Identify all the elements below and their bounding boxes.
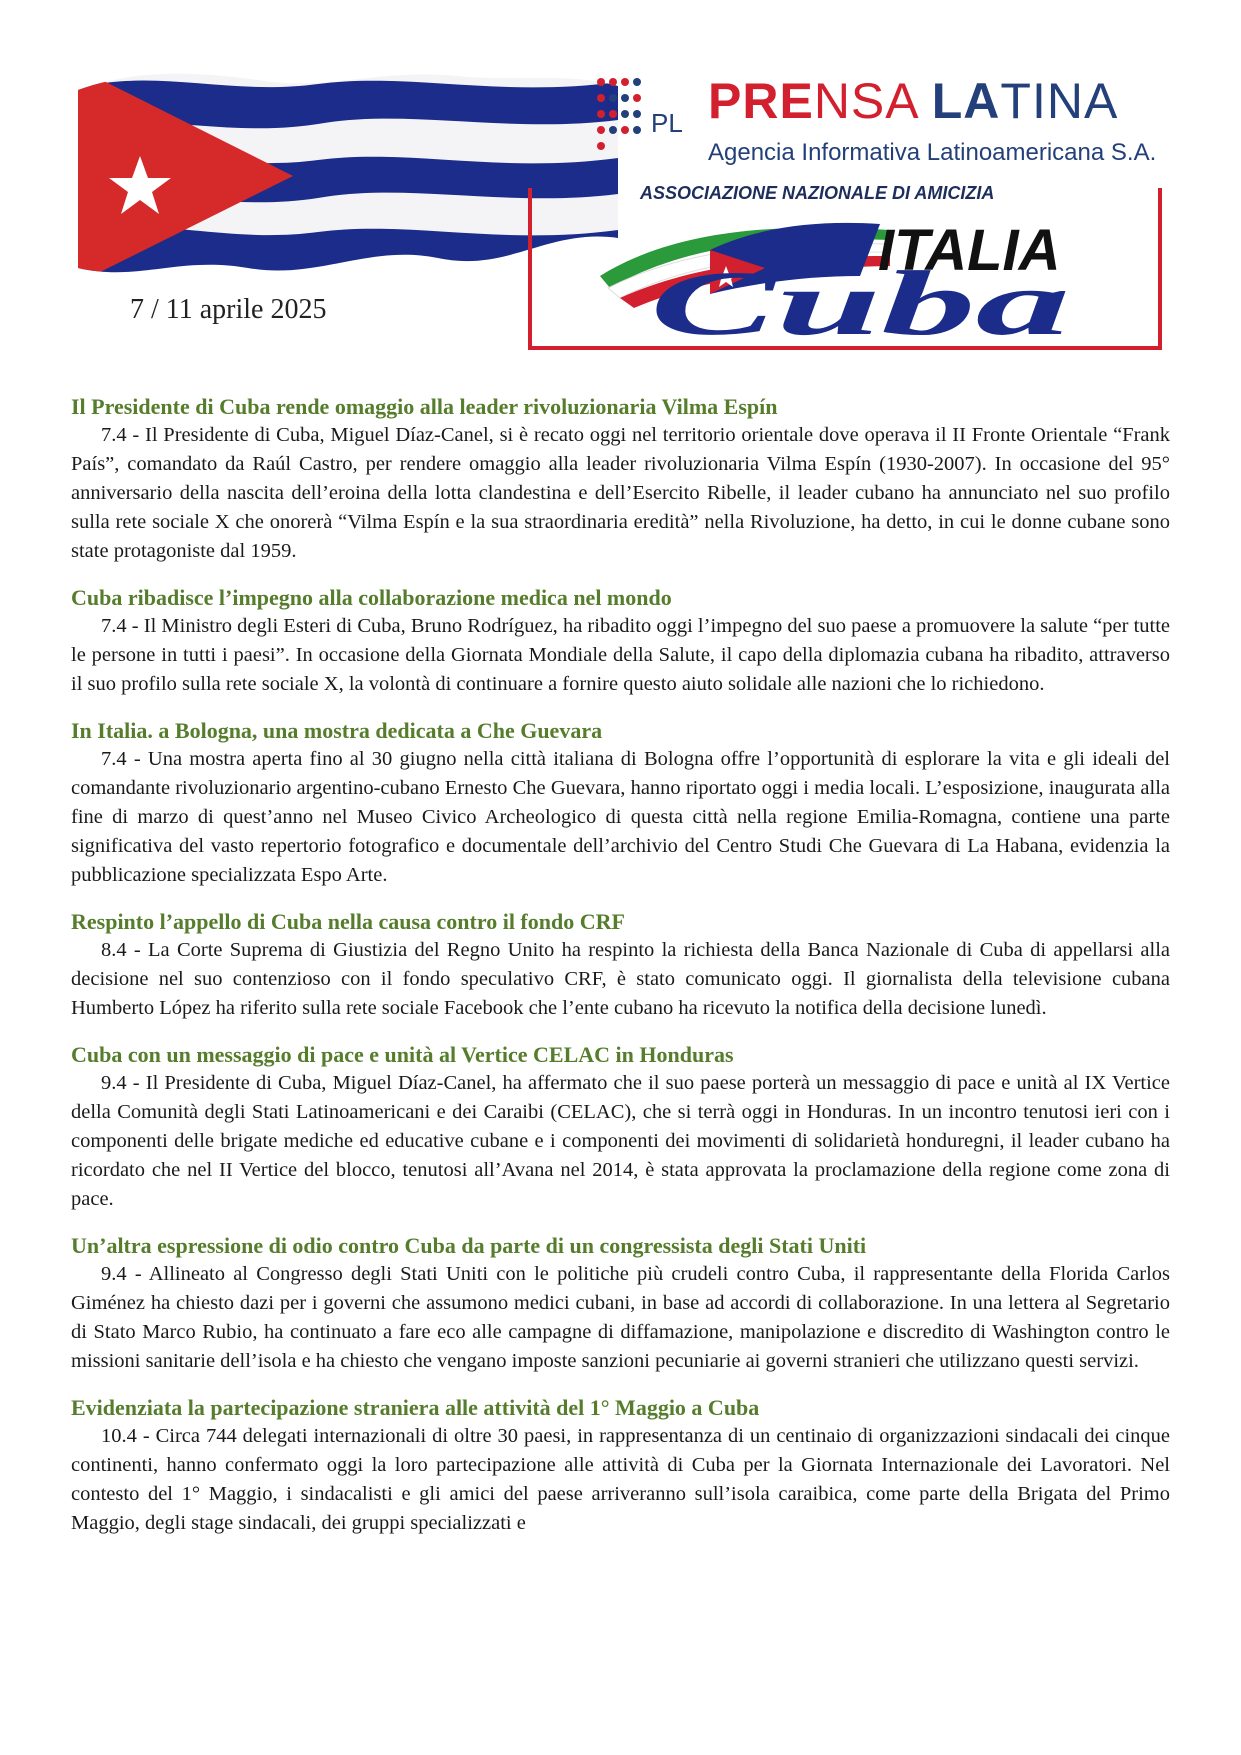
prensa-latina-dot-logo <box>595 76 705 156</box>
association-name: ASSOCIAZIONE NAZIONALE DI AMICIZIA <box>632 183 1002 204</box>
title-part-nsa: NSA <box>813 73 932 129</box>
news-article <box>71 1041 1170 1214</box>
cuba-word: Cuba <box>650 252 1070 346</box>
article-body: 9.4 - Allineato al Congresso degli Stati Uniti con le politiche più crudeli contro Cuba, il rappresentante della Florida Carlos Giménez ha chiesto dazi per i governi che assumono medici cubani, in base ad accordi di collaborazione. In una lettera al Segretario di Stato Marco Rubio, ha continuato a fare eco alle campagne di diffamazione, manipolazione e discredito di Washington contro le missioni sanitarie dell’isola e ha chiesto che vengano imposte sanzioni pecuniarie ai governi stranieri che utilizzano questi servizi. <box>71 1263 1170 1372</box>
news-article <box>71 584 1170 699</box>
issue-date: 7 / 11 aprile 2025 <box>130 294 327 325</box>
article-body: 9.4 - Il Presidente di Cuba, Miguel Díaz-Canel, ha affermato che il suo paese porterà un messaggio di pace e unità al IX Vertice della Comunità degli Stati Latinoamericani e dei Caraibi (CELAC), che si terrà oggi in Honduras. In un incontro tenutosi ieri con i componenti delle brigate mediche ed educative cubane e i componenti dei movimenti di solidarietà honduregni, il leader cubano ha ricordato che nel II Vertice del blocco, tenutosi all’Avana nel 2014, è stata approvata la proclamazione della regione come zona di pace. <box>71 1072 1170 1210</box>
prensa-latina-subtitle: Agencia Informativa Latinoamericana S.A. <box>708 139 1157 166</box>
article-body: 7.4 - Il Presidente di Cuba, Miguel Díaz-Canel, si è recato oggi nel territorio orientale dove operava il II Fronte Orientale “Frank País”, comandato da Raúl Castro, per rendere omaggio alla leader rivoluzionaria Vilma Espín (1930-2007). In occasione del 95° anniversario della nascita dell’eroina della lotta clandestina e dell’Esercito Ribelle, il leader cubano ha annunciato nel suo profilo sulla rete sociale X che onorerà “Vilma Espín e la sua straordinaria eredità” nella Rivoluzione, ha detto, in cui le donne cubane sono state protagoniste dal 1959. <box>71 424 1170 562</box>
prensa-latina-title <box>708 72 1118 130</box>
article-headline: Il Presidente di Cuba rende omaggio alla leader rivoluzionaria Vilma Espín <box>71 394 778 419</box>
title-part-tina: TINA <box>1000 73 1119 129</box>
article-body: 8.4 - La Corte Suprema di Giustizia del Regno Unito ha respinto la richiesta della Banca Nazionale di Cuba di appellarsi alla decisione nel suo contenzioso con il fondo speculativo CRF, è stato comunicato oggi. Il giornalista della televisione cubana Humberto López ha riferito sulla rete sociale Facebook che l’ente cubano ha ricevuto la notifica della decisione lunedì. <box>71 939 1170 1019</box>
article-headline: Cuba ribadisce l’impegno alla collaborazione medica nel mondo <box>71 585 672 610</box>
news-article <box>71 393 1170 566</box>
news-article <box>71 1232 1170 1376</box>
news-article <box>71 908 1170 1023</box>
pl-monogram: PL <box>651 108 683 138</box>
article-headline: Respinto l’appello di Cuba nella causa contro il fondo CRF <box>71 909 625 934</box>
article-headline: Evidenziata la partecipazione straniera alle attività del 1° Maggio a Cuba <box>71 1395 760 1420</box>
article-body: 10.4 - Circa 744 delegati internazionali di oltre 30 paesi, in rappresentanza di un centinaio di organizzazioni sindacali dei cinque continenti, hanno confermato oggi la loro partecipazione alle attività di Cuba per la Giornata Internazionale dei Lavoratori. Nel contesto del 1° Maggio, i sindacalisti e gli amici del paese arriveranno sull’isola caraibica, come parte della Brigata del Primo Maggio, degli stage sindacali, dei gruppi specializzati e <box>71 1425 1170 1534</box>
italia-cuba-logo <box>560 206 1150 346</box>
article-headline: In Italia. a Bologna, una mostra dedicata a Che Guevara <box>71 718 603 743</box>
title-part-la: LA <box>931 73 1001 129</box>
title-part-pre: PRE <box>708 73 814 129</box>
page-header <box>0 0 1241 380</box>
news-article <box>71 717 1170 890</box>
news-article <box>71 1394 1170 1538</box>
article-body: 7.4 - Una mostra aperta fino al 30 giugno nella città italiana di Bologna offre l’opportunità di esplorare la vita e gli ideali del comandante rivoluzionario argentino-cubano Ernesto Che Guevara, hanno riportato oggi i media locali. L’esposizione, inaugurata alla fine di marzo di quest’anno nel Museo Civico Archeologico di questa città nella regione Emilia-Romagna, contiene una parte significativa del vasto repertorio fotografico e documentale dell’archivio del Centro Studi Che Guevara di La Habana, evidenzia la pubblicazione specializzata Espo Arte. <box>71 748 1170 886</box>
article-headline: Cuba con un messaggio di pace e unità al Vertice CELAC in Honduras <box>71 1042 734 1067</box>
italia-word: ITALIA <box>878 218 1061 283</box>
news-list <box>71 393 1170 1556</box>
article-headline: Un’altra espressione di odio contro Cuba da parte di un congressista degli Stati Uniti <box>71 1233 867 1258</box>
article-body: 7.4 - Il Ministro degli Esteri di Cuba, Bruno Rodríguez, ha ribadito oggi l’impegno del suo paese a promuovere la salute “per tutte le persone in tutti i paesi”. In occasione della Giornata Mondiale della Salute, il capo della diplomazia cubana ha ribadito, attraverso il suo profilo sulla rete sociale X, la volontà di continuare a fornire questo aiuto solidale alle nazioni che lo richiedono. <box>71 615 1170 695</box>
